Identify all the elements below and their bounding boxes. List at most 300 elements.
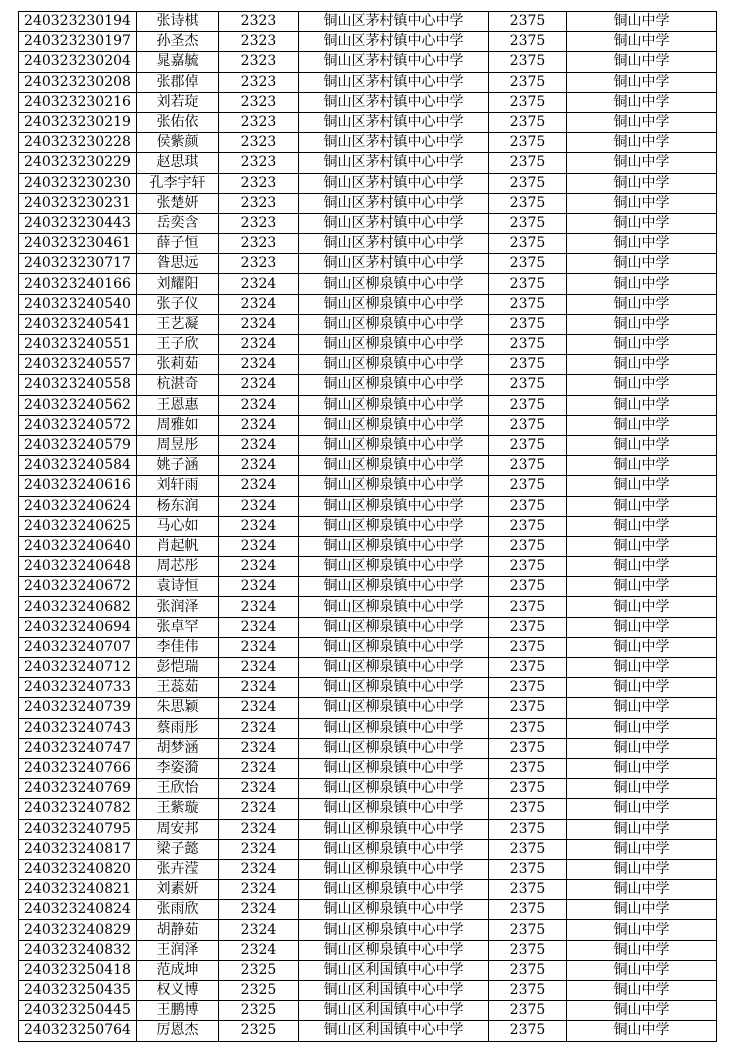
student-id-cell: 240323250418 (19, 960, 137, 980)
student-name-cell: 刘耀阳 (137, 274, 219, 294)
table-row (19, 779, 717, 799)
class-code-cell: 2324 (219, 758, 299, 778)
target-school-cell: 铜山中学 (567, 355, 717, 375)
student-id-cell: 240323240616 (19, 476, 137, 496)
target-school-cell: 铜山中学 (567, 335, 717, 355)
school-name-cell: 铜山区利国镇中心中学 (299, 1021, 489, 1041)
student-id-cell: 240323240672 (19, 577, 137, 597)
student-name-cell: 刘若琁 (137, 92, 219, 112)
class-code-cell: 2323 (219, 153, 299, 173)
student-name-cell: 李姿漪 (137, 758, 219, 778)
table-row (19, 32, 717, 52)
school-name-cell: 铜山区茅村镇中心中学 (299, 254, 489, 274)
class-code-cell: 2324 (219, 516, 299, 536)
admission-code-cell: 2375 (489, 738, 567, 758)
student-id-cell: 240323230197 (19, 32, 137, 52)
target-school-cell: 铜山中学 (567, 597, 717, 617)
student-name-cell: 张莉茹 (137, 355, 219, 375)
admission-code-cell: 2375 (489, 133, 567, 153)
student-name-cell: 张诗棋 (137, 12, 219, 32)
student-name-cell: 孙圣杰 (137, 32, 219, 52)
admission-code-cell: 2375 (489, 314, 567, 334)
student-id-cell: 240323240579 (19, 435, 137, 455)
student-id-cell: 240323230204 (19, 52, 137, 72)
target-school-cell: 铜山中学 (567, 395, 717, 415)
school-name-cell: 铜山区柳泉镇中心中学 (299, 314, 489, 334)
class-code-cell: 2324 (219, 799, 299, 819)
student-name-cell: 张润泽 (137, 597, 219, 617)
target-school-cell: 铜山中学 (567, 294, 717, 314)
student-name-cell: 王子欣 (137, 335, 219, 355)
target-school-cell: 铜山中学 (567, 274, 717, 294)
student-id-cell: 240323250445 (19, 1001, 137, 1021)
student-name-cell: 范成坤 (137, 960, 219, 980)
school-name-cell: 铜山区柳泉镇中心中学 (299, 819, 489, 839)
student-name-cell: 薛子恒 (137, 234, 219, 254)
class-code-cell: 2324 (219, 294, 299, 314)
school-name-cell: 铜山区柳泉镇中心中学 (299, 496, 489, 516)
school-name-cell: 铜山区柳泉镇中心中学 (299, 395, 489, 415)
class-code-cell: 2324 (219, 920, 299, 940)
student-id-cell: 240323230194 (19, 12, 137, 32)
table-row (19, 880, 717, 900)
table-row (19, 536, 717, 556)
school-name-cell: 铜山区柳泉镇中心中学 (299, 880, 489, 900)
school-name-cell: 铜山区利国镇中心中学 (299, 1001, 489, 1021)
table-row (19, 738, 717, 758)
class-code-cell: 2323 (219, 12, 299, 32)
school-name-cell: 铜山区柳泉镇中心中学 (299, 658, 489, 678)
target-school-cell: 铜山中学 (567, 72, 717, 92)
class-code-cell: 2323 (219, 72, 299, 92)
student-name-cell: 王蕊茹 (137, 678, 219, 698)
admission-code-cell: 2375 (489, 819, 567, 839)
target-school-cell: 铜山中学 (567, 476, 717, 496)
student-id-cell: 240323230229 (19, 153, 137, 173)
student-name-cell: 张雨欣 (137, 900, 219, 920)
class-code-cell: 2324 (219, 476, 299, 496)
admission-code-cell: 2375 (489, 637, 567, 657)
admission-code-cell: 2375 (489, 981, 567, 1001)
student-name-cell: 胡静茹 (137, 920, 219, 940)
student-name-cell: 刘素妍 (137, 880, 219, 900)
target-school-cell: 铜山中学 (567, 698, 717, 718)
table-row (19, 617, 717, 637)
student-name-cell: 周安邦 (137, 819, 219, 839)
target-school-cell: 铜山中学 (567, 880, 717, 900)
admission-code-cell: 2375 (489, 375, 567, 395)
student-name-cell: 周芯彤 (137, 557, 219, 577)
student-id-cell: 240323230443 (19, 213, 137, 233)
target-school-cell: 铜山中学 (567, 92, 717, 112)
table-row (19, 234, 717, 254)
school-name-cell: 铜山区柳泉镇中心中学 (299, 758, 489, 778)
student-name-cell: 王鹏博 (137, 1001, 219, 1021)
class-code-cell: 2324 (219, 940, 299, 960)
school-name-cell: 铜山区柳泉镇中心中学 (299, 940, 489, 960)
table-row (19, 637, 717, 657)
table-body (19, 12, 717, 1042)
student-name-cell: 王紫璇 (137, 799, 219, 819)
class-code-cell: 2324 (219, 577, 299, 597)
admission-code-cell: 2375 (489, 12, 567, 32)
class-code-cell: 2323 (219, 234, 299, 254)
student-name-cell: 李佳伟 (137, 637, 219, 657)
admission-code-cell: 2375 (489, 193, 567, 213)
admission-code-cell: 2375 (489, 1001, 567, 1021)
target-school-cell: 铜山中学 (567, 799, 717, 819)
class-code-cell: 2324 (219, 839, 299, 859)
table-row (19, 456, 717, 476)
student-id-cell: 240323240648 (19, 557, 137, 577)
student-name-cell: 张楚妍 (137, 193, 219, 213)
target-school-cell: 铜山中学 (567, 617, 717, 637)
table-row (19, 1021, 717, 1041)
student-name-cell: 张佑依 (137, 112, 219, 132)
class-code-cell: 2324 (219, 900, 299, 920)
student-name-cell: 刘轩雨 (137, 476, 219, 496)
class-code-cell: 2324 (219, 617, 299, 637)
student-name-cell: 张子仪 (137, 294, 219, 314)
school-name-cell: 铜山区茅村镇中心中学 (299, 133, 489, 153)
student-name-cell: 王欣怡 (137, 779, 219, 799)
school-name-cell: 铜山区茅村镇中心中学 (299, 234, 489, 254)
class-code-cell: 2325 (219, 960, 299, 980)
class-code-cell: 2324 (219, 698, 299, 718)
target-school-cell: 铜山中学 (567, 435, 717, 455)
admission-code-cell: 2375 (489, 72, 567, 92)
student-name-cell: 赵思琪 (137, 153, 219, 173)
admission-code-cell: 2375 (489, 254, 567, 274)
target-school-cell: 铜山中学 (567, 718, 717, 738)
admission-code-cell: 2375 (489, 435, 567, 455)
target-school-cell: 铜山中学 (567, 12, 717, 32)
student-id-cell: 240323240712 (19, 658, 137, 678)
target-school-cell: 铜山中学 (567, 133, 717, 153)
class-code-cell: 2323 (219, 92, 299, 112)
table-row (19, 920, 717, 940)
student-name-cell: 晁嘉毓 (137, 52, 219, 72)
student-id-cell: 240323230219 (19, 112, 137, 132)
target-school-cell: 铜山中学 (567, 758, 717, 778)
target-school-cell: 铜山中学 (567, 234, 717, 254)
student-name-cell: 梁子懿 (137, 839, 219, 859)
student-id-cell: 240323240820 (19, 859, 137, 879)
target-school-cell: 铜山中学 (567, 900, 717, 920)
school-name-cell: 铜山区柳泉镇中心中学 (299, 456, 489, 476)
student-id-cell: 240323240782 (19, 799, 137, 819)
class-code-cell: 2323 (219, 254, 299, 274)
table-row (19, 476, 717, 496)
student-id-cell: 240323250764 (19, 1021, 137, 1041)
table-row (19, 819, 717, 839)
target-school-cell: 铜山中学 (567, 375, 717, 395)
school-name-cell: 铜山区柳泉镇中心中学 (299, 617, 489, 637)
school-name-cell: 铜山区柳泉镇中心中学 (299, 738, 489, 758)
class-code-cell: 2325 (219, 981, 299, 1001)
table-row (19, 173, 717, 193)
class-code-cell: 2324 (219, 557, 299, 577)
student-id-cell: 240323240824 (19, 900, 137, 920)
class-code-cell: 2324 (219, 678, 299, 698)
table-row (19, 375, 717, 395)
class-code-cell: 2324 (219, 819, 299, 839)
student-name-cell: 王润泽 (137, 940, 219, 960)
table-row (19, 718, 717, 738)
admission-code-cell: 2375 (489, 557, 567, 577)
student-name-cell: 周昱彤 (137, 435, 219, 455)
admission-code-cell: 2375 (489, 112, 567, 132)
table-row (19, 12, 717, 32)
class-code-cell: 2324 (219, 859, 299, 879)
school-name-cell: 铜山区茅村镇中心中学 (299, 112, 489, 132)
student-name-cell: 肖起帆 (137, 536, 219, 556)
table-row (19, 678, 717, 698)
table-row (19, 597, 717, 617)
class-code-cell: 2324 (219, 456, 299, 476)
admission-code-cell: 2375 (489, 415, 567, 435)
school-name-cell: 铜山区茅村镇中心中学 (299, 72, 489, 92)
table-row (19, 355, 717, 375)
admission-code-cell: 2375 (489, 213, 567, 233)
school-name-cell: 铜山区柳泉镇中心中学 (299, 779, 489, 799)
school-name-cell: 铜山区柳泉镇中心中学 (299, 375, 489, 395)
target-school-cell: 铜山中学 (567, 557, 717, 577)
table-row (19, 294, 717, 314)
target-school-cell: 铜山中学 (567, 940, 717, 960)
class-code-cell: 2324 (219, 355, 299, 375)
school-name-cell: 铜山区茅村镇中心中学 (299, 213, 489, 233)
class-code-cell: 2323 (219, 52, 299, 72)
target-school-cell: 铜山中学 (567, 173, 717, 193)
student-id-cell: 240323240557 (19, 355, 137, 375)
class-code-cell: 2323 (219, 213, 299, 233)
table-row (19, 577, 717, 597)
class-code-cell: 2324 (219, 274, 299, 294)
admission-code-cell: 2375 (489, 900, 567, 920)
target-school-cell: 铜山中学 (567, 153, 717, 173)
student-id-cell: 240323240541 (19, 314, 137, 334)
admission-code-cell: 2375 (489, 718, 567, 738)
target-school-cell: 铜山中学 (567, 658, 717, 678)
admission-code-cell: 2375 (489, 536, 567, 556)
school-name-cell: 铜山区茅村镇中心中学 (299, 12, 489, 32)
school-name-cell: 铜山区柳泉镇中心中学 (299, 476, 489, 496)
target-school-cell: 铜山中学 (567, 577, 717, 597)
target-school-cell: 铜山中学 (567, 496, 717, 516)
class-code-cell: 2323 (219, 173, 299, 193)
table-row (19, 193, 717, 213)
table-row (19, 335, 717, 355)
student-id-cell: 240323230231 (19, 193, 137, 213)
table-row (19, 698, 717, 718)
admission-code-cell: 2375 (489, 758, 567, 778)
admission-code-cell: 2375 (489, 779, 567, 799)
table-row (19, 658, 717, 678)
school-name-cell: 铜山区利国镇中心中学 (299, 981, 489, 1001)
table-row (19, 92, 717, 112)
student-name-cell: 杨东润 (137, 496, 219, 516)
student-name-cell: 王艺凝 (137, 314, 219, 334)
school-name-cell: 铜山区利国镇中心中学 (299, 960, 489, 980)
student-name-cell: 马心如 (137, 516, 219, 536)
admission-code-cell: 2375 (489, 920, 567, 940)
class-code-cell: 2325 (219, 1001, 299, 1021)
student-name-cell: 侯紫颜 (137, 133, 219, 153)
school-name-cell: 铜山区柳泉镇中心中学 (299, 920, 489, 940)
admission-code-cell: 2375 (489, 456, 567, 476)
admission-code-cell: 2375 (489, 698, 567, 718)
student-name-cell: 张卓罕 (137, 617, 219, 637)
admission-code-cell: 2375 (489, 355, 567, 375)
target-school-cell: 铜山中学 (567, 456, 717, 476)
admission-code-cell: 2375 (489, 880, 567, 900)
school-name-cell: 铜山区柳泉镇中心中学 (299, 435, 489, 455)
student-name-cell: 袁诗恒 (137, 577, 219, 597)
table-row (19, 415, 717, 435)
table-row (19, 435, 717, 455)
class-code-cell: 2324 (219, 597, 299, 617)
student-id-cell: 240323240769 (19, 779, 137, 799)
target-school-cell: 铜山中学 (567, 1001, 717, 1021)
school-name-cell: 铜山区柳泉镇中心中学 (299, 799, 489, 819)
student-id-cell: 240323240817 (19, 839, 137, 859)
class-code-cell: 2324 (219, 395, 299, 415)
student-name-cell: 姚子涵 (137, 456, 219, 476)
student-id-cell: 240323240625 (19, 516, 137, 536)
student-id-cell: 240323230216 (19, 92, 137, 112)
student-id-cell: 240323240682 (19, 597, 137, 617)
student-id-cell: 240323240747 (19, 738, 137, 758)
class-code-cell: 2324 (219, 335, 299, 355)
admission-code-cell: 2375 (489, 516, 567, 536)
student-id-cell: 240323230208 (19, 72, 137, 92)
admission-code-cell: 2375 (489, 395, 567, 415)
school-name-cell: 铜山区茅村镇中心中学 (299, 32, 489, 52)
student-id-cell: 240323240733 (19, 678, 137, 698)
class-code-cell: 2324 (219, 880, 299, 900)
target-school-cell: 铜山中学 (567, 254, 717, 274)
class-code-cell: 2323 (219, 133, 299, 153)
target-school-cell: 铜山中学 (567, 1021, 717, 1041)
school-name-cell: 铜山区柳泉镇中心中学 (299, 839, 489, 859)
student-id-cell: 240323240551 (19, 335, 137, 355)
student-name-cell: 权义博 (137, 981, 219, 1001)
target-school-cell: 铜山中学 (567, 213, 717, 233)
student-name-cell: 周雅如 (137, 415, 219, 435)
table-row (19, 254, 717, 274)
student-id-cell: 240323230230 (19, 173, 137, 193)
admission-code-cell: 2375 (489, 274, 567, 294)
table-row (19, 557, 717, 577)
class-code-cell: 2324 (219, 536, 299, 556)
school-name-cell: 铜山区茅村镇中心中学 (299, 153, 489, 173)
admission-code-cell: 2375 (489, 234, 567, 254)
school-name-cell: 铜山区柳泉镇中心中学 (299, 274, 489, 294)
school-name-cell: 铜山区茅村镇中心中学 (299, 92, 489, 112)
student-id-cell: 240323240572 (19, 415, 137, 435)
student-id-cell: 240323240584 (19, 456, 137, 476)
admission-code-cell: 2375 (489, 476, 567, 496)
target-school-cell: 铜山中学 (567, 839, 717, 859)
target-school-cell: 铜山中学 (567, 960, 717, 980)
student-name-cell: 朱思颖 (137, 698, 219, 718)
table-row (19, 960, 717, 980)
admission-code-cell: 2375 (489, 839, 567, 859)
school-name-cell: 铜山区柳泉镇中心中学 (299, 294, 489, 314)
table-row (19, 395, 717, 415)
school-name-cell: 铜山区柳泉镇中心中学 (299, 355, 489, 375)
admission-code-cell: 2375 (489, 577, 567, 597)
student-id-cell: 240323240743 (19, 718, 137, 738)
target-school-cell: 铜山中学 (567, 738, 717, 758)
admission-code-cell: 2375 (489, 658, 567, 678)
admission-code-cell: 2375 (489, 678, 567, 698)
admission-code-cell: 2375 (489, 92, 567, 112)
class-code-cell: 2324 (219, 496, 299, 516)
target-school-cell: 铜山中学 (567, 859, 717, 879)
target-school-cell: 铜山中学 (567, 981, 717, 1001)
table-row (19, 153, 717, 173)
student-name-cell: 蔡雨彤 (137, 718, 219, 738)
class-code-cell: 2323 (219, 32, 299, 52)
target-school-cell: 铜山中学 (567, 52, 717, 72)
class-code-cell: 2324 (219, 738, 299, 758)
target-school-cell: 铜山中学 (567, 415, 717, 435)
class-code-cell: 2324 (219, 779, 299, 799)
school-name-cell: 铜山区茅村镇中心中学 (299, 173, 489, 193)
student-name-cell: 张卉滢 (137, 859, 219, 879)
student-id-cell: 240323240624 (19, 496, 137, 516)
target-school-cell: 铜山中学 (567, 516, 717, 536)
table-row (19, 839, 717, 859)
class-code-cell: 2324 (219, 375, 299, 395)
table-row (19, 496, 717, 516)
target-school-cell: 铜山中学 (567, 637, 717, 657)
target-school-cell: 铜山中学 (567, 536, 717, 556)
target-school-cell: 铜山中学 (567, 314, 717, 334)
admission-code-cell: 2375 (489, 335, 567, 355)
class-code-cell: 2324 (219, 415, 299, 435)
school-name-cell: 铜山区柳泉镇中心中学 (299, 415, 489, 435)
student-id-cell: 240323230461 (19, 234, 137, 254)
student-id-cell: 240323250435 (19, 981, 137, 1001)
class-code-cell: 2324 (219, 314, 299, 334)
admission-code-cell: 2375 (489, 799, 567, 819)
admission-code-cell: 2375 (489, 960, 567, 980)
student-name-cell: 彭恺瑞 (137, 658, 219, 678)
student-name-cell: 杭湛奇 (137, 375, 219, 395)
admission-code-cell: 2375 (489, 859, 567, 879)
class-code-cell: 2324 (219, 718, 299, 738)
student-name-cell: 岳奕含 (137, 213, 219, 233)
admission-code-cell: 2375 (489, 940, 567, 960)
table-row (19, 799, 717, 819)
student-id-cell: 240323230717 (19, 254, 137, 274)
target-school-cell: 铜山中学 (567, 779, 717, 799)
target-school-cell: 铜山中学 (567, 112, 717, 132)
student-name-cell: 王恩惠 (137, 395, 219, 415)
admission-code-cell: 2375 (489, 617, 567, 637)
student-id-cell: 240323240795 (19, 819, 137, 839)
table-row (19, 72, 717, 92)
target-school-cell: 铜山中学 (567, 678, 717, 698)
target-school-cell: 铜山中学 (567, 920, 717, 940)
class-code-cell: 2324 (219, 435, 299, 455)
table-row (19, 133, 717, 153)
school-name-cell: 铜山区柳泉镇中心中学 (299, 900, 489, 920)
school-name-cell: 铜山区柳泉镇中心中学 (299, 678, 489, 698)
